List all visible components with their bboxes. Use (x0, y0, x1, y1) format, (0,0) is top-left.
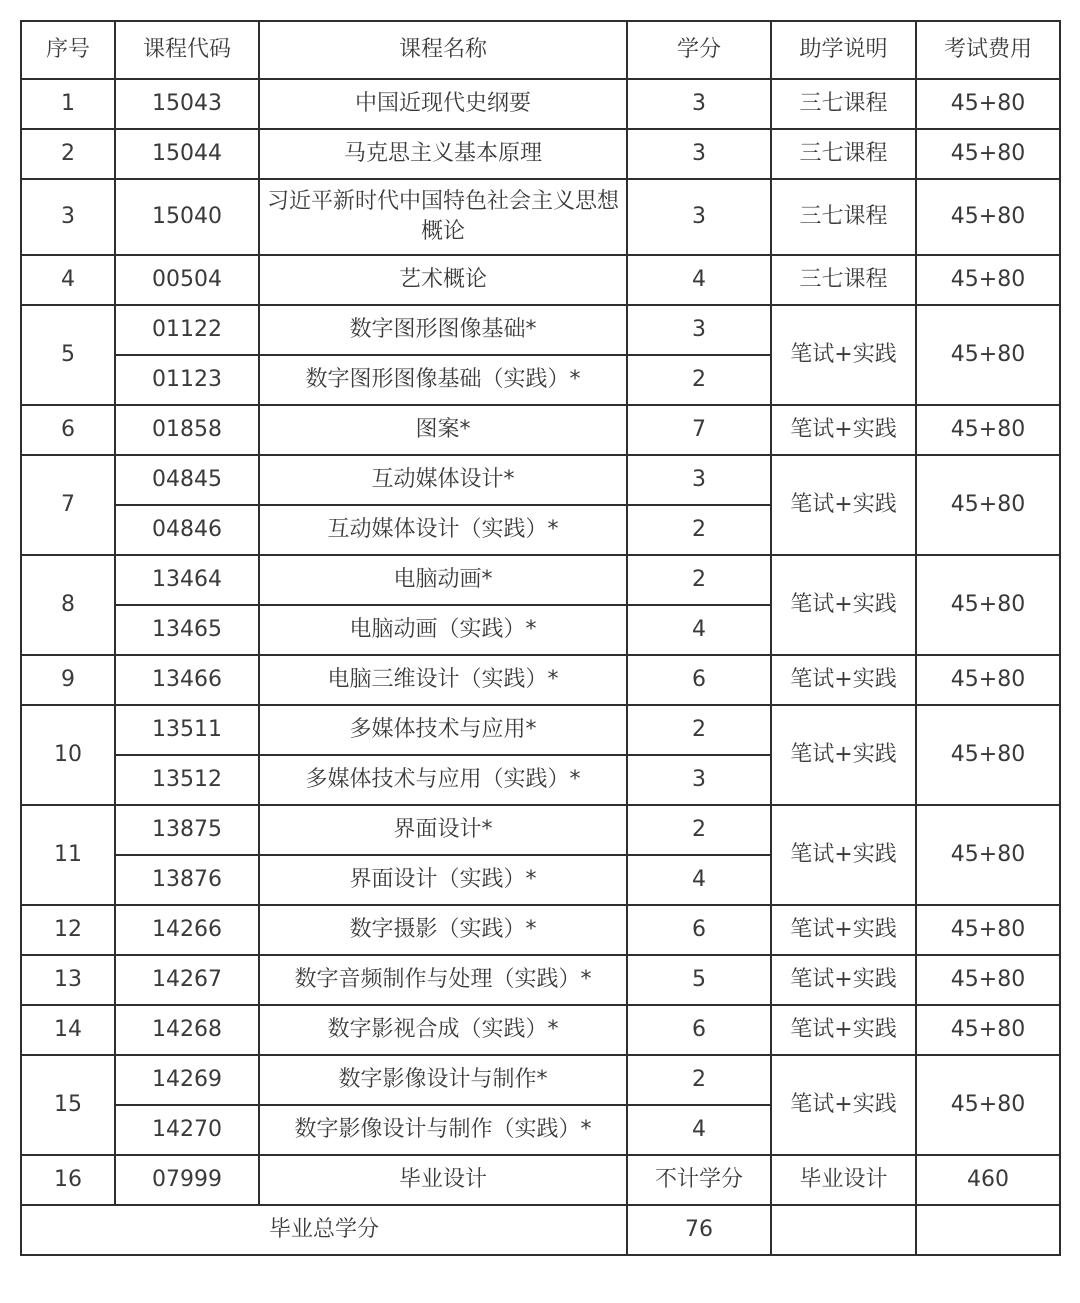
row-number: 4 (21, 255, 115, 305)
table-row (21, 705, 1060, 755)
course-name: 互动媒体设计（实践）* (259, 505, 627, 555)
course-credit: 7 (627, 405, 771, 455)
table-row (21, 305, 1060, 355)
table-row (21, 129, 1060, 179)
assist-note: 三七课程 (771, 79, 916, 129)
header-note: 助学说明 (771, 21, 916, 79)
assist-note: 笔试+实践 (771, 905, 916, 955)
row-number: 2 (21, 129, 115, 179)
course-credit: 3 (627, 79, 771, 129)
course-name: 互动媒体设计* (259, 455, 627, 505)
exam-fee: 45+80 (916, 1005, 1060, 1055)
header-code: 课程代码 (115, 21, 259, 79)
course-name: 中国近现代史纲要 (259, 79, 627, 129)
course-name: 多媒体技术与应用（实践）* (259, 755, 627, 805)
total-row (21, 1205, 1060, 1255)
exam-fee: 45+80 (916, 305, 1060, 405)
row-number: 11 (21, 805, 115, 905)
table-row (21, 555, 1060, 605)
assist-note: 笔试+实践 (771, 405, 916, 455)
assist-note: 毕业设计 (771, 1155, 916, 1205)
course-name: 界面设计（实践）* (259, 855, 627, 905)
exam-fee: 45+80 (916, 179, 1060, 255)
course-credit: 6 (627, 905, 771, 955)
course-credit: 4 (627, 255, 771, 305)
table-row (21, 955, 1060, 1005)
course-credit: 2 (627, 355, 771, 405)
course-credit: 2 (627, 805, 771, 855)
assist-note: 三七课程 (771, 255, 916, 305)
assist-note: 笔试+实践 (771, 555, 916, 655)
table-row (21, 79, 1060, 129)
course-code: 13511 (115, 705, 259, 755)
course-code: 00504 (115, 255, 259, 305)
course-code: 04846 (115, 505, 259, 555)
table-row (21, 905, 1060, 955)
course-credit: 3 (627, 179, 771, 255)
course-code: 14268 (115, 1005, 259, 1055)
course-credit: 不计学分 (627, 1155, 771, 1205)
course-credit: 6 (627, 1005, 771, 1055)
exam-fee: 45+80 (916, 955, 1060, 1005)
assist-note: 笔试+实践 (771, 955, 916, 1005)
assist-note: 笔试+实践 (771, 805, 916, 905)
course-code: 01123 (115, 355, 259, 405)
course-credit: 5 (627, 955, 771, 1005)
course-code: 01858 (115, 405, 259, 455)
exam-fee: 45+80 (916, 255, 1060, 305)
table-row (21, 455, 1060, 505)
course-credit: 2 (627, 705, 771, 755)
header-name: 课程名称 (259, 21, 627, 79)
course-code: 13876 (115, 855, 259, 905)
course-credit: 2 (627, 505, 771, 555)
assist-note: 三七课程 (771, 129, 916, 179)
course-code: 04845 (115, 455, 259, 505)
course-name: 毕业设计 (259, 1155, 627, 1205)
total-credit: 76 (627, 1205, 771, 1255)
assist-note: 笔试+实践 (771, 705, 916, 805)
course-name: 数字影视合成（实践）* (259, 1005, 627, 1055)
course-code: 13512 (115, 755, 259, 805)
course-name: 数字音频制作与处理（实践）* (259, 955, 627, 1005)
course-credit: 3 (627, 305, 771, 355)
header-row (21, 21, 1060, 79)
course-code: 14267 (115, 955, 259, 1005)
assist-note: 三七课程 (771, 179, 916, 255)
course-name: 图案* (259, 405, 627, 455)
table-row (21, 255, 1060, 305)
course-name: 多媒体技术与应用* (259, 705, 627, 755)
row-number: 14 (21, 1005, 115, 1055)
exam-fee: 45+80 (916, 805, 1060, 905)
exam-fee: 45+80 (916, 405, 1060, 455)
course-code: 01122 (115, 305, 259, 355)
table-row (21, 1155, 1060, 1205)
course-code: 14269 (115, 1055, 259, 1105)
exam-fee: 45+80 (916, 655, 1060, 705)
course-name: 数字影像设计与制作* (259, 1055, 627, 1105)
assist-note: 笔试+实践 (771, 1055, 916, 1155)
row-number: 6 (21, 405, 115, 455)
course-code: 13875 (115, 805, 259, 855)
course-code: 15044 (115, 129, 259, 179)
course-code: 14266 (115, 905, 259, 955)
course-code: 14270 (115, 1105, 259, 1155)
course-name: 界面设计* (259, 805, 627, 855)
exam-fee: 45+80 (916, 705, 1060, 805)
row-number: 5 (21, 305, 115, 405)
course-code: 13465 (115, 605, 259, 655)
assist-note: 笔试+实践 (771, 455, 916, 555)
course-credit: 3 (627, 755, 771, 805)
course-name: 电脑动画* (259, 555, 627, 605)
exam-fee: 45+80 (916, 905, 1060, 955)
row-number: 7 (21, 455, 115, 555)
table-row (21, 805, 1060, 855)
assist-note: 笔试+实践 (771, 655, 916, 705)
exam-fee: 45+80 (916, 555, 1060, 655)
table-row (21, 1055, 1060, 1105)
course-code: 13464 (115, 555, 259, 605)
assist-note: 笔试+实践 (771, 305, 916, 405)
course-credit: 4 (627, 605, 771, 655)
row-number: 1 (21, 79, 115, 129)
course-name: 数字图形图像基础（实践）* (259, 355, 627, 405)
row-number: 15 (21, 1055, 115, 1155)
course-name: 马克思主义基本原理 (259, 129, 627, 179)
row-number: 9 (21, 655, 115, 705)
course-name: 艺术概论 (259, 255, 627, 305)
table-row (21, 179, 1060, 255)
exam-fee: 45+80 (916, 1055, 1060, 1155)
course-name: 数字摄影（实践）* (259, 905, 627, 955)
course-name: 习近平新时代中国特色社会主义思想概论 (259, 179, 627, 255)
course-code: 15043 (115, 79, 259, 129)
exam-fee: 45+80 (916, 79, 1060, 129)
course-credit: 4 (627, 855, 771, 905)
course-credit: 3 (627, 455, 771, 505)
row-number: 12 (21, 905, 115, 955)
total-empty-fee (916, 1205, 1060, 1255)
course-code: 13466 (115, 655, 259, 705)
header-credit: 学分 (627, 21, 771, 79)
course-code: 15040 (115, 179, 259, 255)
course-name: 数字影像设计与制作（实践）* (259, 1105, 627, 1155)
assist-note: 笔试+实践 (771, 1005, 916, 1055)
row-number: 8 (21, 555, 115, 655)
course-name: 电脑三维设计（实践）* (259, 655, 627, 705)
table-row (21, 655, 1060, 705)
row-number: 3 (21, 179, 115, 255)
row-number: 13 (21, 955, 115, 1005)
course-name: 数字图形图像基础* (259, 305, 627, 355)
course-credit: 2 (627, 1055, 771, 1105)
exam-fee: 45+80 (916, 129, 1060, 179)
exam-fee: 45+80 (916, 455, 1060, 555)
row-number: 16 (21, 1155, 115, 1205)
header-no: 序号 (21, 21, 115, 79)
course-credit: 6 (627, 655, 771, 705)
table-row (21, 1005, 1060, 1055)
course-credit: 3 (627, 129, 771, 179)
course-name: 电脑动画（实践）* (259, 605, 627, 655)
course-table (20, 20, 1061, 1256)
table-body (21, 79, 1060, 1205)
course-code: 07999 (115, 1155, 259, 1205)
row-number: 10 (21, 705, 115, 805)
total-empty-note (771, 1205, 916, 1255)
course-credit: 2 (627, 555, 771, 605)
course-credit: 4 (627, 1105, 771, 1155)
exam-fee: 460 (916, 1155, 1060, 1205)
total-label: 毕业总学分 (21, 1205, 627, 1255)
table-row (21, 405, 1060, 455)
header-fee: 考试费用 (916, 21, 1060, 79)
